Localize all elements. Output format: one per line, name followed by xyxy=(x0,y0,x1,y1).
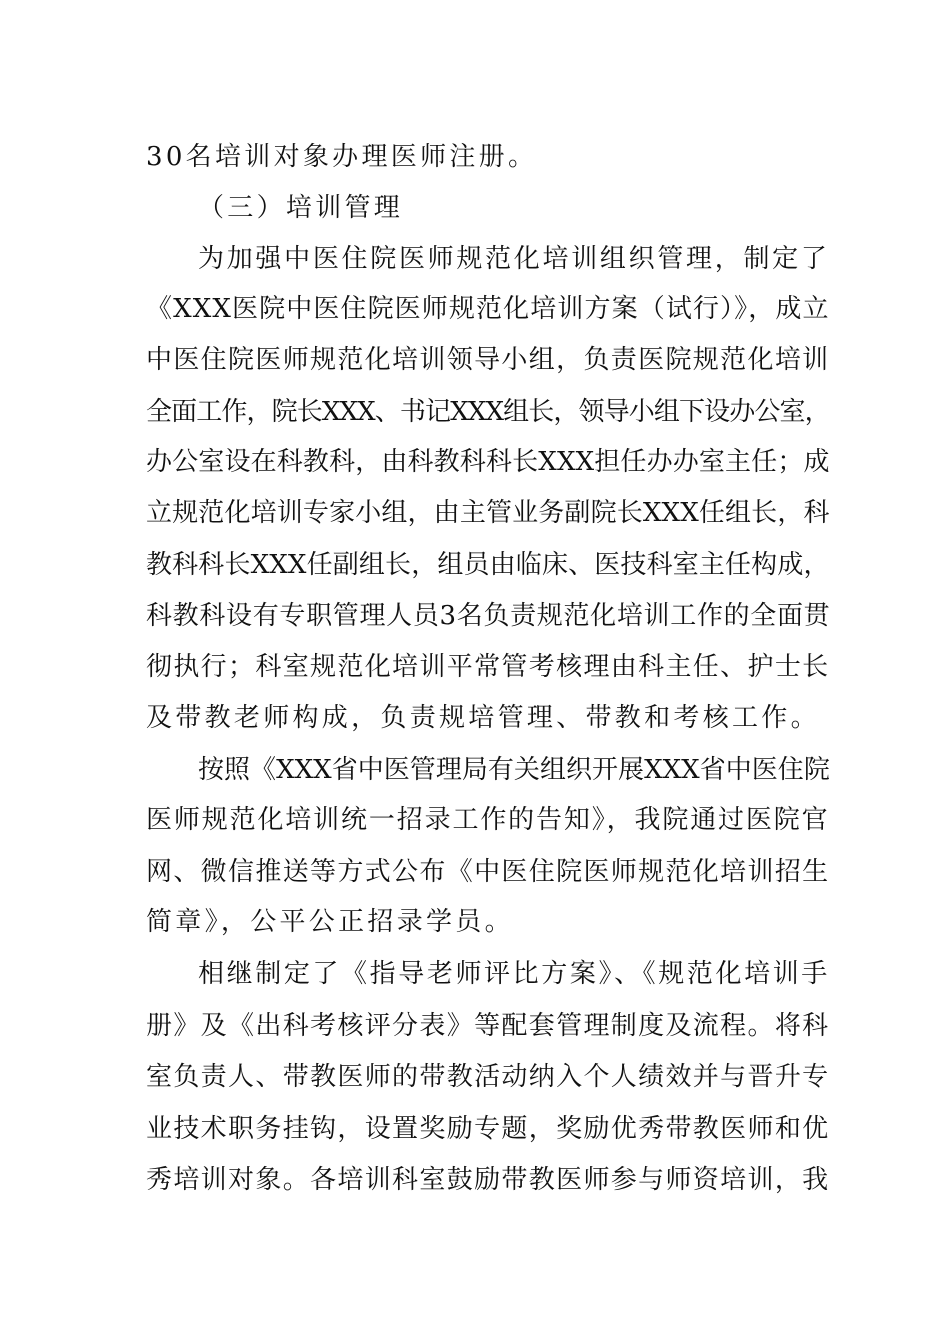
paragraph-line: 秀培训对象。各培训科室鼓励带教医师参与师资培训，我 xyxy=(146,1165,830,1195)
section-heading: （三）培训管理 xyxy=(198,193,404,223)
paragraph-line: 科教科设有专职管理人员3名负责规范化培训工作的全面贯 xyxy=(146,601,831,631)
paragraph-line: 业技术职务挂钩，设置奖励专题，奖励优秀带教医师和优 xyxy=(146,1114,830,1144)
paragraph-line: 按照《XXX省中医管理局有关组织开展XXX省中医住院 xyxy=(198,755,830,785)
paragraph-line: 医师规范化培训统一招录工作的告知》，我院通过医院官 xyxy=(146,805,830,835)
paragraph-line: 教科科长XXX任副组长，组员由临床、医技科室主任构成， xyxy=(146,550,830,580)
paragraph-line: 室负责人、带教医师的带教活动纳入个人绩效并与晋升专 xyxy=(146,1062,830,1092)
paragraph-line: 简章》，公平公正招录学员。 xyxy=(146,907,514,937)
paragraph-line: 彻执行；科室规范化培训平常管考核理由科主任、护士长 xyxy=(146,652,830,682)
paragraph-line: 全面工作，院长XXX、书记XXX组长，领导小组下设办公室， xyxy=(146,397,830,427)
paragraph-line: 为加强中医住院医师规范化培训组织管理，制定了 xyxy=(198,244,830,274)
paragraph-line: 《XXX医院中医住院医师规范化培训方案（试行）》，成立 xyxy=(146,294,830,324)
paragraph-line: 网、微信推送等方式公布《中医住院医师规范化培训招生 xyxy=(146,857,830,887)
text-line: 30名培训对象办理医师注册。 xyxy=(146,142,538,172)
paragraph-line: 立规范化培训专家小组，由主管业务副院长XXX任组长，科 xyxy=(146,498,830,528)
paragraph-line: 及带教老师构成，负责规培管理、带教和考核工作。 xyxy=(146,703,820,733)
paragraph-line: 册》及《出科考核评分表》等配套管理制度及流程。将科 xyxy=(146,1011,830,1041)
paragraph-line: 办公室设在科教科，由科教科科长XXX担任办办室主任；成 xyxy=(146,447,830,477)
paragraph-line: 中医住院医师规范化培训领导小组，负责医院规范化培训 xyxy=(146,345,830,375)
paragraph-line: 相继制定了《指导老师评比方案》、《规范化培训手 xyxy=(198,959,830,989)
